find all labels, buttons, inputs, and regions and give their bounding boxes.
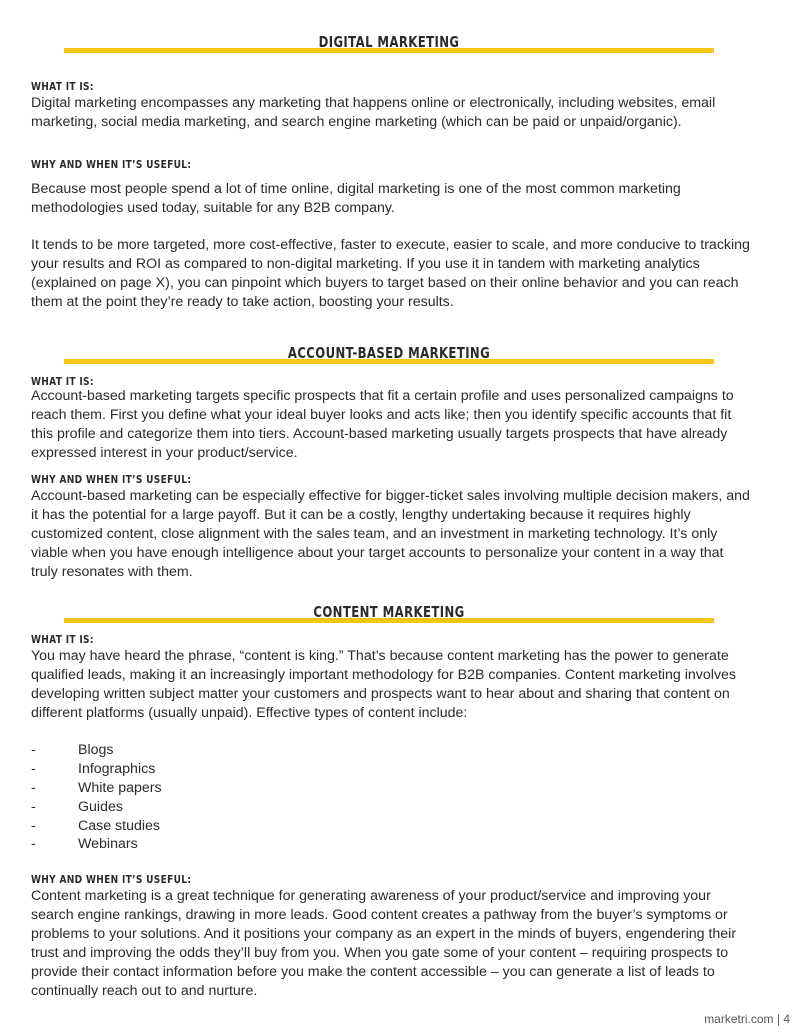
what-it-is-label: WHAT IT IS: [31, 375, 94, 388]
page-footer: marketri.com | 4 [704, 1012, 790, 1026]
paragraph-content-what: You may have heard the phrase, “content is king.” That’s because content marketing has the power to generate qualified leads, making it an increasingly important methodology for B2B companies. Content marketing involves developing written subject matter your customers and prospects want to hear about and sharing that content on different platforms (usually unpaid). Effective types of content include: [31, 648, 737, 721]
section-heading-digital-marketing [64, 31, 714, 53]
section-title: ACCOUNT-BASED MARKETING [287, 344, 491, 362]
section-title: CONTENT MARKETING [313, 603, 465, 621]
document-page: DIGITAL MARKETING WHAT IT IS: Digital marketing encompasses any marketing that happens online or electronically, including websites, email marketing, social media marketing, and search engine marketing (which can be paid or unpaid/organic). WHY AND WHEN IT’S USEFUL: Because most people spend a lot of time online, digital marketing is one of the most common marketing methodologies used today, suitable for any B2B company. It tends to be more targeted, more cost-effective, faster to execute, easier to scale, and more conducive to tracking your results and ROI as compared to non-digital marketing. If you use it in tandem with marketing analytics (explained on page X), you can pinpoint which buyers to target based on their online behavior and you can reach them at the point they’re ready to take action, boosting your results. ACCOUNT-BASED MARKETING WHAT IT IS: Account-based marketing targets specific prospects that fit a certain profile and uses personalized campaigns to reach them. First you define what your ideal buyer looks and acts like; then you identify specific accounts that fit this profile and categorize them into tiers. Account-based marketing usually targets prospects that have already expressed interest in your product/service. WHY AND WHEN IT’S USEFUL: Account-based marketing can be especially effective for bigger-ticket sales involving multiple decision makers, and it has the potential for a large payoff. But it can be a costly, lengthy undertaking because it requires highly customized content, close alignment with the sales team, and an investment in marketing technology. It’s only viable when you have enough intelligence about your target accounts to personalize your content in a way that truly resonates with them. CONTENT MARKETING WHAT IT IS: You may have heard the phrase, “content is king.” That’s because content marketing has the power to generate qualified leads, making it an increasingly important methodology for B2B companies. Content marketing involves developing written subject matter your customers and prospects want to hear about and sharing that content on different platforms (usually unpaid). Effective types of content include: - Blogs - Infographics - White papers - Guides - Case studies - Webinars WHY AND WHEN IT’S USEFUL: Content marketing is a great technique for generating awareness of your product/service and improving your search engine rankings, drawing in more leads. Good content creates a pathway from the buyer’s symptoms or problems to your solutions. And it positions your company as an expert in the minds of buyers, engendering their trust and improving the odds they’ll buy from you. When you gate some of your content – requiring prospects to provide their contact information before you make the content accessible – you can generate a list of leads to continually reach out to and nurture. marketri.com | 4 [31, 33, 790, 1026]
why-useful-label: WHY AND WHEN IT’S USEFUL: [31, 873, 192, 886]
why-useful-label: WHY AND WHEN IT’S USEFUL: [31, 473, 192, 486]
paragraph-abm-why: Account-based marketing can be especially effective for bigger-ticket sales involving multiple decision makers, and it has the potential for a large payoff. But it can be a costly, lengthy undertaking because it requires highly customized content, close alignment with the sales team, and an investment in marketing technology. It’s only viable when you have enough intelligence about your target accounts to personalize your content in a way that truly resonates with them. [31, 488, 750, 580]
paragraph-digital-what: Digital marketing encompasses any marketing that happens online or electronically, including websites, email marketing, social media marketing, and search engine marketing (which can be paid or unpaid/organic). [31, 95, 716, 130]
paragraph-digital-why-1: Because most people spend a lot of time online, digital marketing is one of the most common marketing methodologies used today, suitable for any B2B company. [31, 181, 681, 216]
paragraph-content-why: Content marketing is a great technique for generating awareness of your product/service and improving your search engine rankings, drawing in more leads. Good content creates a pathway from the buyer’s symptoms or problems to your solutions. And it positions your company as an expert in the minds of buyers, engendering their trust and improving the odds they’ll buy from you. When you gate some of your content – requiring prospects to provide their contact information before you make the content accessible – you can generate a list of leads to continually reach out to and nurture. [31, 888, 737, 999]
section-title: DIGITAL MARKETING [318, 33, 460, 51]
why-useful-label: WHY AND WHEN IT’S USEFUL: [31, 158, 192, 171]
section-heading-account-based-marketing [64, 342, 714, 364]
what-it-is-label: WHAT IT IS: [31, 633, 94, 646]
paragraph-abm-what: Account-based marketing targets specific prospects that fit a certain profile and uses personalized campaigns to reach them. First you define what your ideal buyer looks and acts like; then you identify specific accounts that fit this profile and categorize them into tiers. Account-based marketing usually targets prospects that have already expressed interest in your product/service. [31, 388, 734, 461]
paragraph-digital-why-2: It tends to be more targeted, more cost-effective, faster to execute, easier to scale, and more conducive to tracking your results and ROI as compared to non-digital marketing. If you use it in tandem with marketing analytics (explained on page X), you can pinpoint which buyers to target based on their online behavior and you can reach them at the point they’re ready to take action, boosting your results. [31, 237, 750, 310]
what-it-is-label: WHAT IT IS: [31, 80, 94, 93]
section-heading-content-marketing [64, 601, 714, 623]
